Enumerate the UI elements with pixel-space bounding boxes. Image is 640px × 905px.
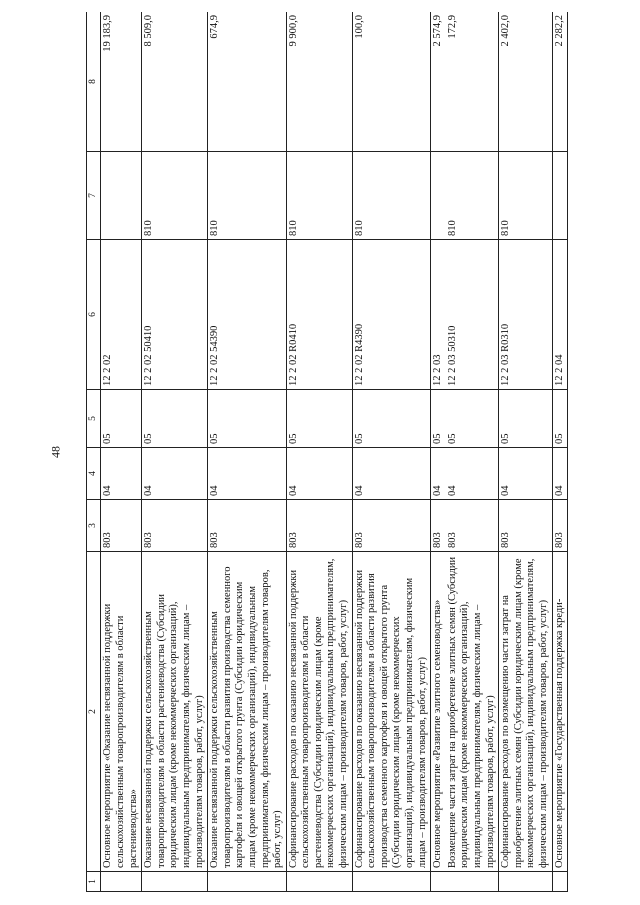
row-col-3: 803 bbox=[286, 500, 352, 552]
header-row bbox=[87, 12, 101, 892]
row-col-6: 12 2 02 R0410 bbox=[286, 240, 352, 390]
row-col-6: 12 2 02 54390 bbox=[208, 240, 287, 390]
row-col-4: 04 bbox=[552, 448, 568, 500]
row-col-3: 803 bbox=[208, 500, 287, 552]
row-col-3: 803 bbox=[446, 500, 499, 552]
row-col-8: 9 900,0 bbox=[286, 12, 352, 152]
row-col-3: 803 bbox=[352, 500, 431, 552]
table-row bbox=[431, 12, 446, 892]
header-col-7: 7 bbox=[87, 152, 101, 240]
table-row bbox=[142, 12, 208, 892]
row-col-3: 803 bbox=[142, 500, 208, 552]
budget-table bbox=[86, 12, 568, 892]
row-name: Софинансирование расходов по оказанию несвязанной поддержки сельскохозяйственным товаропроизводителям в области растениеводства (Субсидии юридическим лицам (кроме некоммерческих организаций), индивидуальным предпринимателям, физическим лицам – производителям товаров, работ, услуг) bbox=[286, 552, 352, 872]
row-col-4: 04 bbox=[352, 448, 431, 500]
row-col-1 bbox=[101, 872, 142, 892]
rotated-table-frame bbox=[86, 12, 626, 892]
header-col-3: 3 bbox=[87, 500, 101, 552]
row-col-3: 803 bbox=[552, 500, 568, 552]
row-col-7: 810 bbox=[499, 152, 552, 240]
row-col-7: 810 bbox=[286, 152, 352, 240]
row-col-4: 04 bbox=[208, 448, 287, 500]
row-col-1 bbox=[286, 872, 352, 892]
row-col-8: 172,9 bbox=[446, 12, 499, 152]
row-name: Основное мероприятие «Оказание несвязанной поддержки сельскохозяйственным товаропроизводителям в области растениеводства» bbox=[101, 552, 142, 872]
row-col-7 bbox=[431, 152, 446, 240]
row-col-4: 04 bbox=[446, 448, 499, 500]
row-col-8: 2 402,0 bbox=[499, 12, 552, 152]
row-col-4: 04 bbox=[142, 448, 208, 500]
row-col-5: 05 bbox=[352, 390, 431, 448]
row-col-5: 05 bbox=[101, 390, 142, 448]
row-col-7: 810 bbox=[208, 152, 287, 240]
row-col-5: 05 bbox=[142, 390, 208, 448]
header-col-5: 5 bbox=[87, 390, 101, 448]
row-name: Оказание несвязанной поддержки сельскохозяйственным товаропроизводителям в области растениеводства (Субсидии юридическим лицам (кроме некоммерческих организаций), индивидуальным предпринимателям, физическим лицам – производителям товаров, работ, услуг) bbox=[142, 552, 208, 872]
row-col-4: 04 bbox=[286, 448, 352, 500]
row-col-1 bbox=[552, 872, 568, 892]
row-col-1 bbox=[208, 872, 287, 892]
row-col-3: 803 bbox=[101, 500, 142, 552]
row-col-6: 12 2 02 R4390 bbox=[352, 240, 431, 390]
row-col-6: 12 2 04 bbox=[552, 240, 568, 390]
row-col-7 bbox=[552, 152, 568, 240]
row-col-6: 12 2 02 bbox=[101, 240, 142, 390]
row-col-5: 05 bbox=[552, 390, 568, 448]
table-row bbox=[352, 12, 431, 892]
row-col-6: 12 2 03 50310 bbox=[446, 240, 499, 390]
row-col-1 bbox=[499, 872, 552, 892]
page-number: 48 bbox=[48, 446, 63, 458]
row-col-1 bbox=[142, 872, 208, 892]
row-col-6: 12 2 02 50410 bbox=[142, 240, 208, 390]
table-container bbox=[86, 12, 626, 892]
row-col-5: 05 bbox=[208, 390, 287, 448]
row-name: Софинансирование расходов по возмещению части затрат на приобретение элитных семян (Субсидии юридическим лицам (кроме некоммерческих организаций), индивидуальным предпринимателям, физическим лицам – производителям товаров, работ, услуг) bbox=[499, 552, 552, 872]
row-col-8: 674,9 bbox=[208, 12, 287, 152]
row-col-8: 100,0 bbox=[352, 12, 431, 152]
row-col-8: 2 282,2 bbox=[552, 12, 568, 152]
row-col-3: 803 bbox=[499, 500, 552, 552]
row-col-4: 04 bbox=[101, 448, 142, 500]
header-col-4: 4 bbox=[87, 448, 101, 500]
table-row bbox=[552, 12, 568, 892]
header-col-8: 8 bbox=[87, 12, 101, 152]
row-col-1 bbox=[352, 872, 431, 892]
row-col-1 bbox=[431, 872, 446, 892]
table-row bbox=[101, 12, 142, 892]
row-col-5: 05 bbox=[431, 390, 446, 448]
row-name: Оказание несвязанной поддержки сельскохозяйственным товаропроизводителям в области развития производства семенного картофеля и овощей открытого грунта (Субсидии юридическим лицам (кроме некоммерческих организаций), индивидуальным предпринимателям, физическим лицам – производителям товаров, работ, услуг) bbox=[208, 552, 287, 872]
row-name: Основное мероприятие «Государственная поддержка креди- bbox=[552, 552, 568, 872]
table-row bbox=[208, 12, 287, 892]
row-col-5: 05 bbox=[286, 390, 352, 448]
row-col-6: 12 2 03 bbox=[431, 240, 446, 390]
header-col-1: 1 bbox=[87, 872, 101, 892]
row-col-7 bbox=[101, 152, 142, 240]
row-col-8: 19 183,9 bbox=[101, 12, 142, 152]
header-col-2: 2 bbox=[87, 552, 101, 872]
table-row bbox=[286, 12, 352, 892]
row-name: Основное мероприятие «Развитие элитного семеноводства» bbox=[431, 552, 446, 872]
row-col-3: 803 bbox=[431, 500, 446, 552]
row-col-8: 8 509,0 bbox=[142, 12, 208, 152]
row-col-6: 12 2 03 R0310 bbox=[499, 240, 552, 390]
row-col-1 bbox=[446, 872, 499, 892]
row-col-4: 04 bbox=[499, 448, 552, 500]
row-name: Возмещение части затрат на приобретение элитных семян (Субсидии юридическим лицам (кроме некоммерческих организаций), индивидуальным предпринимателям, физическим лицам – производителям товаров, работ, услуг) bbox=[446, 552, 499, 872]
row-col-7: 810 bbox=[352, 152, 431, 240]
table-row bbox=[499, 12, 552, 892]
header-col-6: 6 bbox=[87, 240, 101, 390]
row-col-7: 810 bbox=[142, 152, 208, 240]
row-col-4: 04 bbox=[431, 448, 446, 500]
row-col-7: 810 bbox=[446, 152, 499, 240]
row-col-5: 05 bbox=[499, 390, 552, 448]
row-name: Софинансирование расходов по оказанию несвязанной поддержки сельскохозяйственным товаропроизводителям в области развития производства семенного картофеля и овощей открытого грунта (Субсидии юридическим лицам (кроме некоммерческих организаций), индивидуальным предпринимателям, физическим лицам – производителям товаров, работ, услуг) bbox=[352, 552, 431, 872]
row-col-8: 2 574,9 bbox=[431, 12, 446, 152]
table-row bbox=[446, 12, 499, 892]
row-col-5: 05 bbox=[446, 390, 499, 448]
